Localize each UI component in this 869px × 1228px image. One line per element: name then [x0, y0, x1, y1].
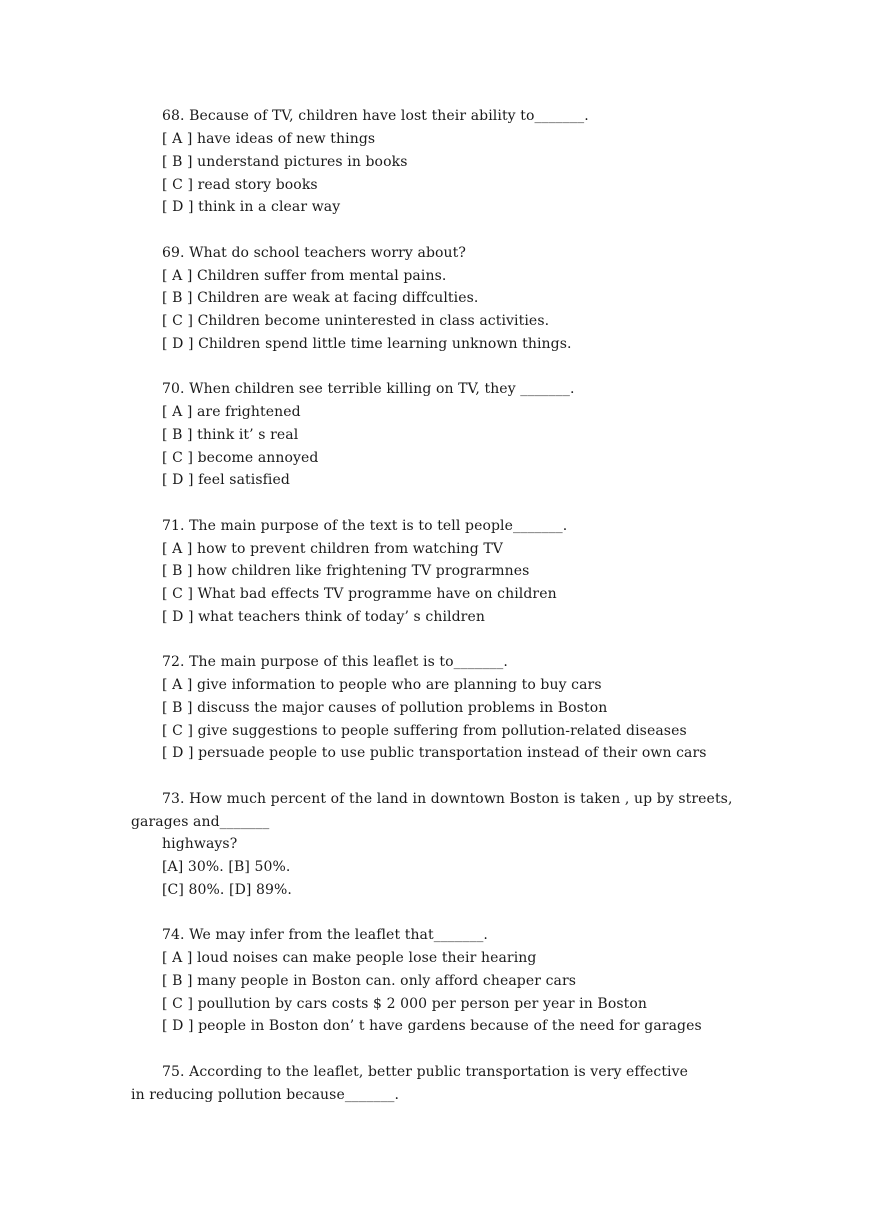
question-72-option-a: [ A ] give information to people who are planning to buy cars — [162, 677, 602, 693]
question-73-options-row-1: [A] 30%. [B] 50%. — [162, 859, 291, 875]
question-68-option-a: [ A ] have ideas of new things — [162, 131, 376, 147]
question-71-option-c: [ C ] What bad effects TV programme have on children — [162, 586, 557, 602]
question-73-stem-line-2: garages and_______ — [131, 814, 270, 830]
question-68-stem: 68. Because of TV, children have lost their ability to_______. — [162, 108, 589, 124]
question-70-option-c: [ C ] become annoyed — [162, 450, 319, 466]
question-73-options-row-2: [C] 80%. [D] 89%. — [162, 882, 292, 898]
question-69-option-c: [ C ] Children become uninterested in class activities. — [162, 313, 550, 329]
question-74-stem: 74. We may infer from the leaflet that_______. — [162, 927, 488, 943]
question-68-option-d: [ D ] think in a clear way — [162, 199, 341, 215]
question-70-option-d: [ D ] feel satisfied — [162, 472, 290, 488]
question-74-option-b: [ B ] many people in Boston can. only afford cheaper cars — [162, 973, 577, 989]
question-72-option-c: [ C ] give suggestions to people suffering from pollution-related diseases — [162, 723, 687, 739]
question-73-stem-line-3: highways? — [162, 836, 238, 852]
question-71-stem: 71. The main purpose of the text is to tell people_______. — [162, 518, 568, 534]
question-75-stem-line-1: 75. According to the leaflet, better public transportation is very effective — [162, 1064, 689, 1080]
question-68-option-c: [ C ] read story books — [162, 177, 318, 193]
question-70-option-a: [ A ] are frightened — [162, 404, 301, 420]
question-72-stem: 72. The main purpose of this leaflet is to_______. — [162, 654, 508, 670]
question-71-option-b: [ B ] how children like frightening TV prograrmnes — [162, 563, 530, 579]
question-74-option-a: [ A ] loud noises can make people lose their hearing — [162, 950, 537, 966]
question-69-stem: 69. What do school teachers worry about? — [162, 245, 466, 261]
question-69-option-a: [ A ] Children suffer from mental pains. — [162, 268, 447, 284]
question-69-option-b: [ B ] Children are weak at facing diffculties. — [162, 290, 479, 306]
question-73-stem-line-1: 73. How much percent of the land in downtown Boston is taken , up by streets, — [162, 791, 733, 807]
question-68-option-b: [ B ] understand pictures in books — [162, 154, 408, 170]
question-71-option-d: [ D ] what teachers think of today’ s children — [162, 609, 485, 625]
question-72-option-b: [ B ] discuss the major causes of pollution problems in Boston — [162, 700, 608, 716]
question-70-option-b: [ B ] think it’ s real — [162, 427, 299, 443]
question-69-option-d: [ D ] Children spend little time learning unknown things. — [162, 336, 572, 352]
question-75-stem-line-2: in reducing pollution because_______. — [131, 1087, 400, 1103]
question-71-option-a: [ A ] how to prevent children from watching TV — [162, 541, 504, 557]
question-72-option-d: [ D ] persuade people to use public transportation instead of their own cars — [162, 745, 707, 761]
question-74-option-c: [ C ] poullution by cars costs $ 2 000 per person per year in Boston — [162, 996, 648, 1012]
question-74-option-d: [ D ] people in Boston don’ t have gardens because of the need for garages — [162, 1018, 702, 1034]
question-70-stem: 70. When children see terrible killing on TV, they _______. — [162, 381, 575, 397]
